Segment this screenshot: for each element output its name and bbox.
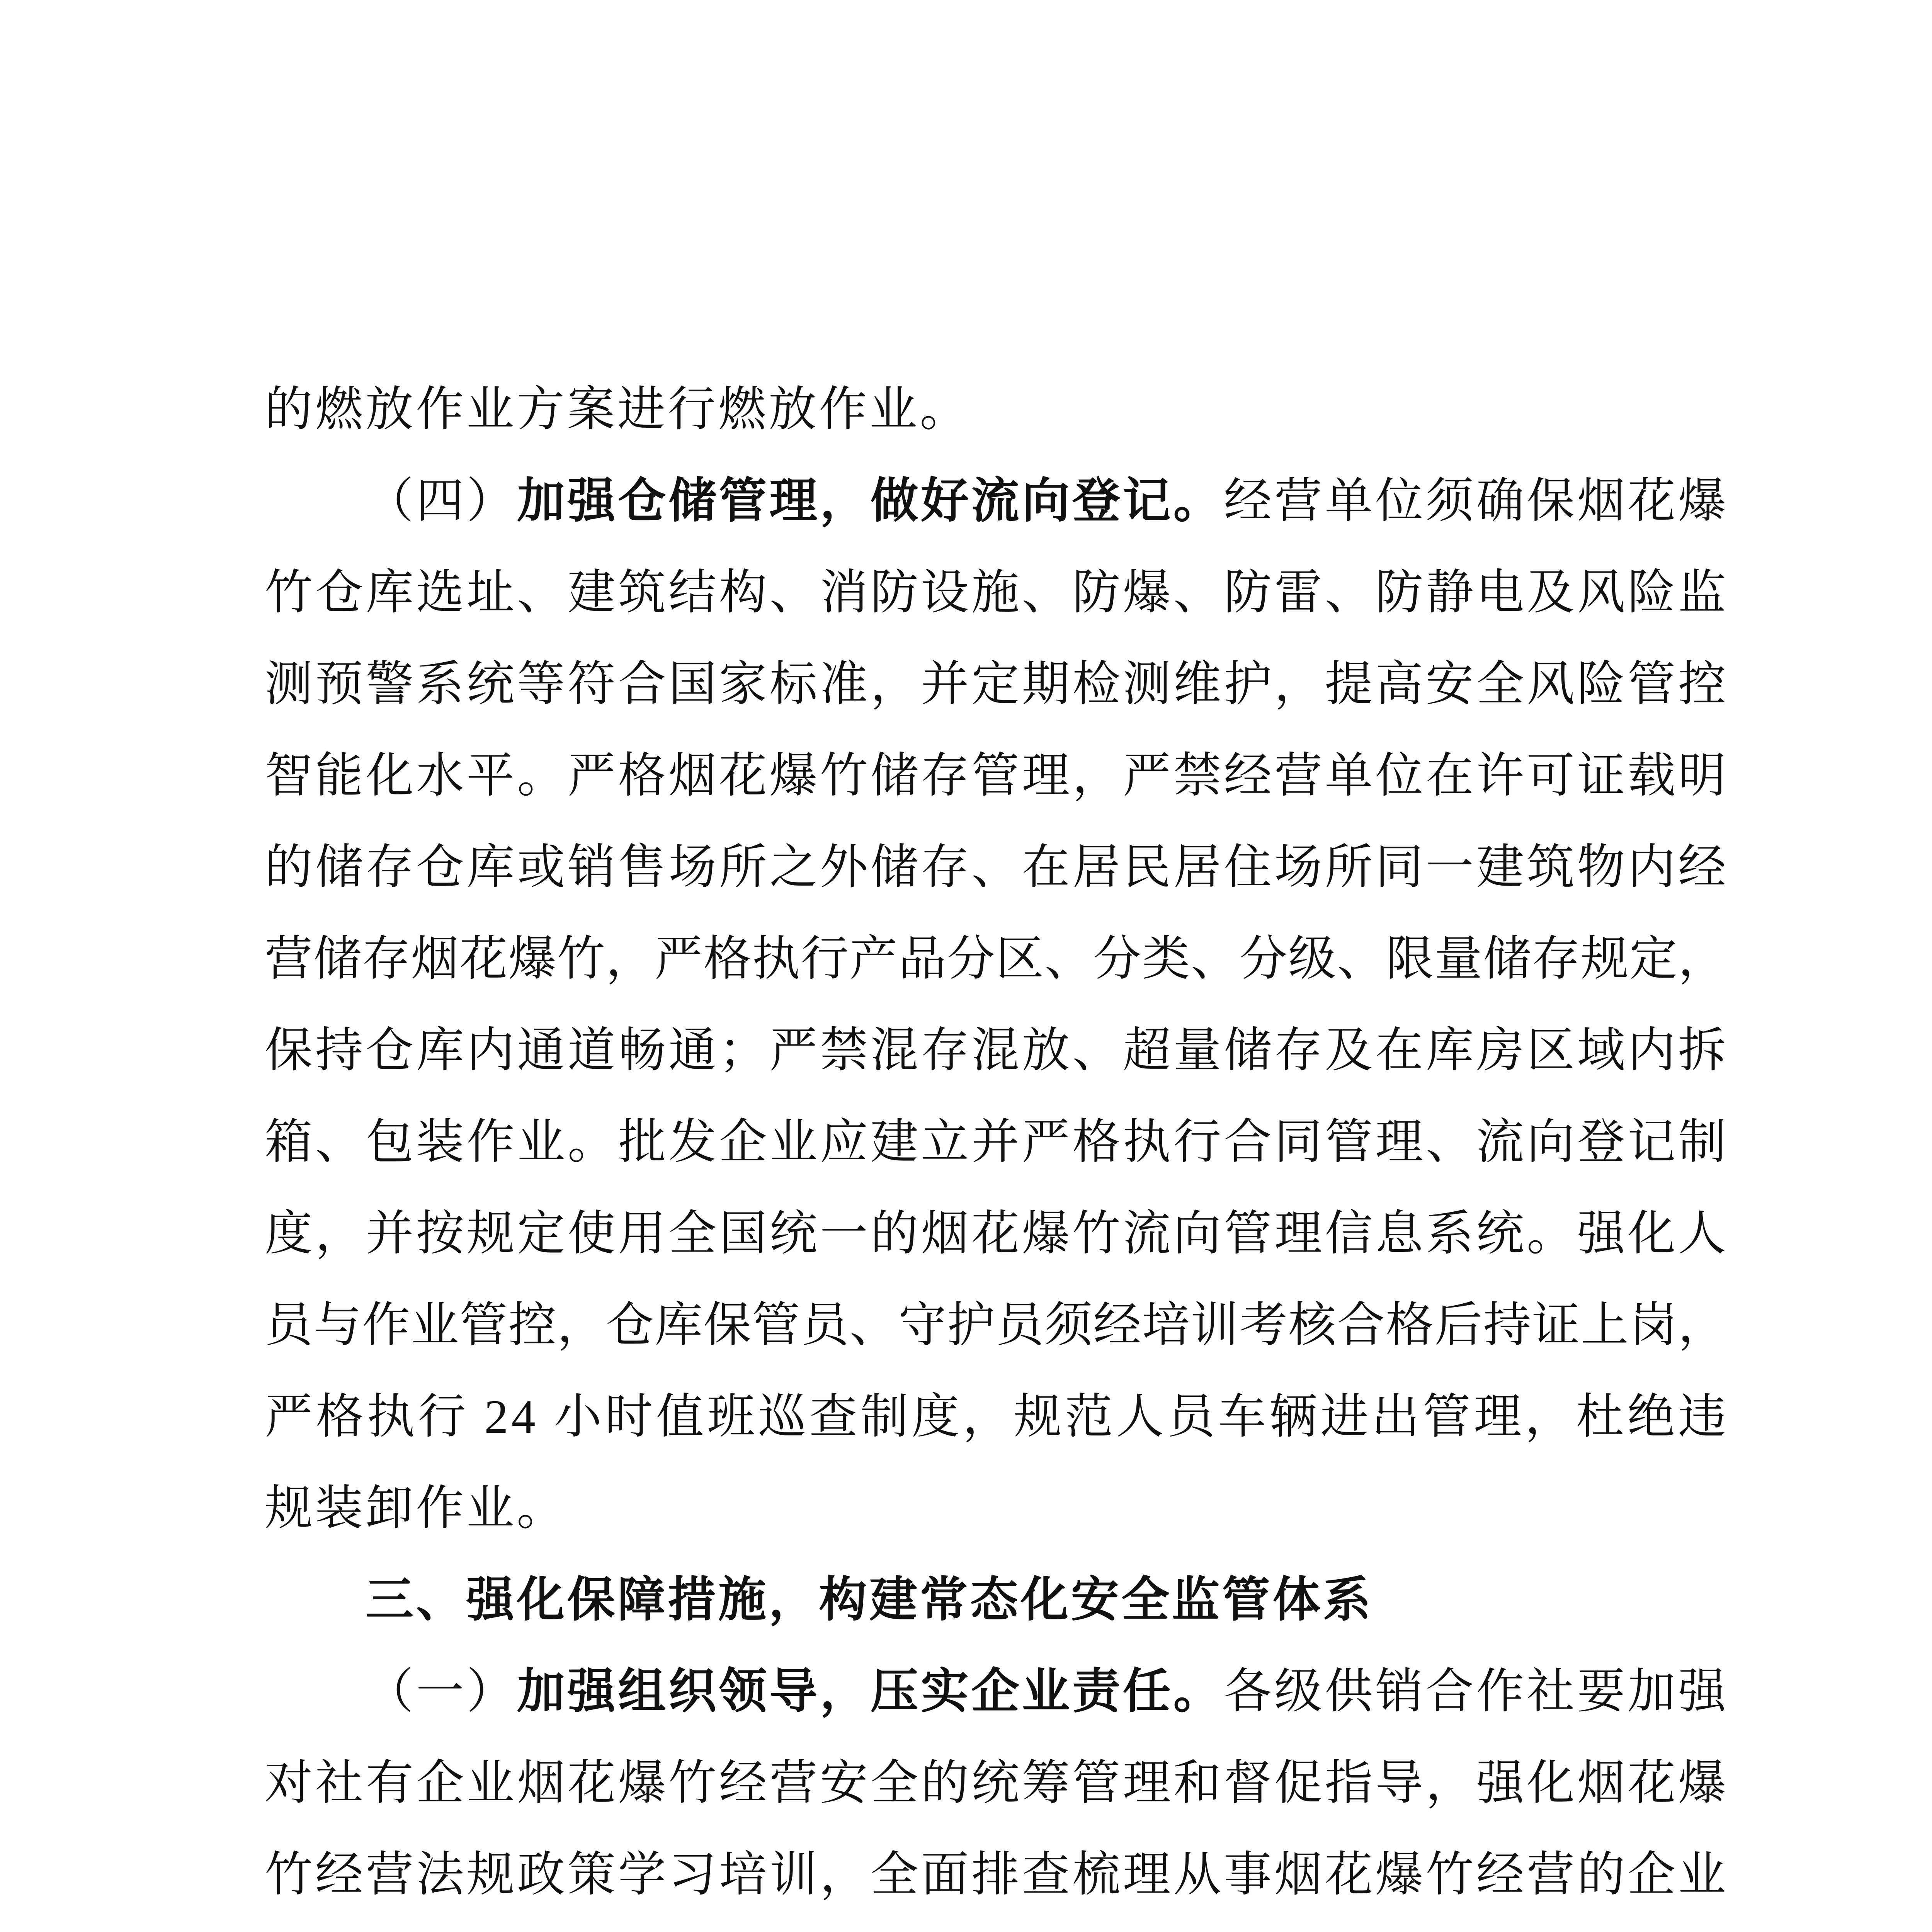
line-text [265, 1665, 1729, 1718]
text-line [265, 1116, 1729, 1168]
text-line [265, 932, 1727, 985]
line-text [265, 1024, 1729, 1077]
bold-lead-phrase: 加强组织领导，压实企业责任。 [517, 1665, 1224, 1718]
line-text [265, 1118, 1729, 1166]
text-line [265, 383, 1726, 436]
text-run: 对社有企业烟花爆竹经营安全的统筹管理和督促指导，强化烟花爆 [265, 1757, 1729, 1810]
text-run: 智能化水平。严格烟花爆竹储存管理，严禁经营单位在许可证载明 [265, 749, 1729, 802]
text-line [265, 1390, 1730, 1443]
text-line [265, 1757, 1729, 1810]
line-text [265, 1390, 1730, 1443]
line-text [265, 474, 1729, 527]
line-text [265, 932, 1727, 985]
text-line [265, 1207, 1729, 1260]
line-text [265, 383, 970, 436]
text-run: （四） [366, 474, 517, 527]
text-run: 竹经营法规政策学习培训，全面排查梳理从事烟花爆竹经营的企业 [265, 1848, 1729, 1901]
line-text [265, 1482, 567, 1535]
line-text [265, 1299, 1727, 1352]
text-line [265, 1665, 1729, 1718]
text-run: 箱、包装作业。批发企业应建立并严格执行合同管理、流向登记制 [265, 1116, 1729, 1168]
text-run: （一） [366, 1665, 517, 1718]
text-line [265, 1848, 1729, 1901]
line-text [265, 658, 1729, 711]
line-text [265, 1757, 1729, 1810]
text-line [265, 566, 1729, 619]
text-line [265, 1299, 1727, 1352]
text-line [265, 1024, 1729, 1077]
line-text [265, 749, 1729, 802]
text-run: 测预警系统等符合国家标准，并定期检测维护，提高安全风险管控 [265, 658, 1729, 711]
text-run: 经营单位须确保烟花爆 [1224, 474, 1729, 527]
text-line [265, 474, 1729, 527]
text-line [265, 1482, 1726, 1535]
line-text [265, 841, 1729, 894]
text-run: 员与作业管控，仓库保管员、守护员须经培训考核合格后持证上岗， [265, 1299, 1727, 1352]
text-run: 的燃放作业方案进行燃放作业。 [265, 383, 970, 436]
text-line [265, 841, 1729, 894]
text-run: 度，并按规定使用全国统一的烟花爆竹流向管理信息系统。强化人 [265, 1207, 1729, 1260]
text-run: 的储存仓库或销售场所之外储存、在居民居住场所同一建筑物内经 [265, 841, 1729, 894]
text-run: 保持仓库内通道畅通；严禁混存混放、超量储存及在库房区域内拆 [265, 1024, 1729, 1077]
text-line [265, 749, 1729, 802]
text-run: 规装卸作业。 [265, 1482, 567, 1535]
text-run: 营储存烟花爆竹，严格执行产品分区、分类、分级、限量储存规定， [265, 932, 1727, 985]
bold-lead-phrase: 加强仓储管理，做好流向登记。 [517, 474, 1224, 527]
bold-lead-phrase: 三、强化保障措施，构建常态化安全监管体系 [366, 1573, 1374, 1626]
section-heading [265, 1573, 1726, 1626]
text-run: 竹仓库选址、建筑结构、消防设施、防爆、防雷、防静电及风险监 [265, 566, 1729, 619]
line-text [265, 1573, 1374, 1626]
text-run: 各级供销合作社要加强 [1224, 1665, 1729, 1718]
line-text [265, 1207, 1729, 1260]
line-text [265, 566, 1729, 619]
text-run: 严格执行 24 小时值班巡查制度，规范人员车辆进出管理，杜绝违 [265, 1390, 1730, 1443]
text-line [265, 658, 1729, 711]
line-text [265, 1848, 1729, 1901]
